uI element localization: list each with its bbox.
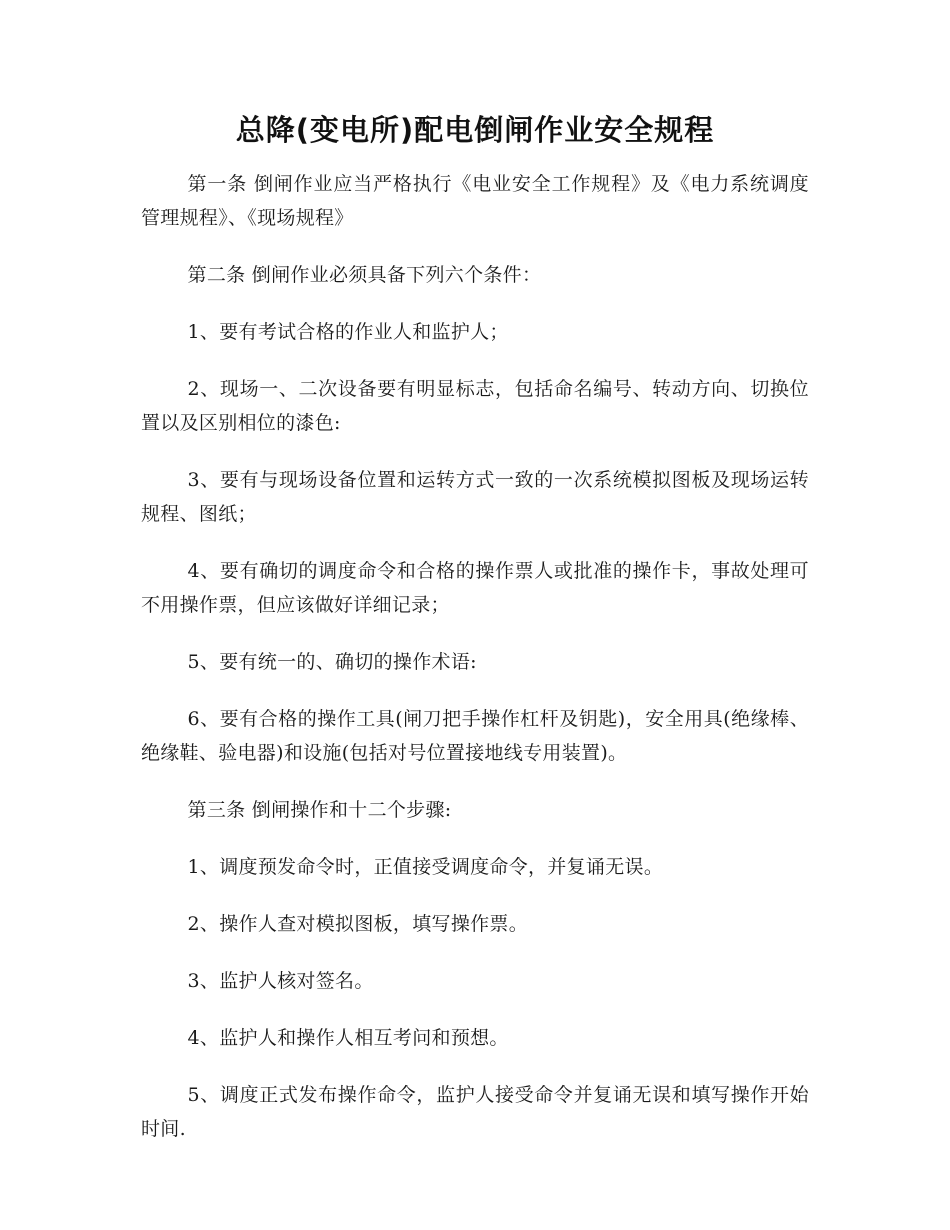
paragraph-step-3: 3、监护人核对签名。 (187, 970, 374, 992)
paragraph-condition-6: 6、要有合格的操作工具(闸刀把手操作杠杆及钥匙)，安全用具(绝缘棒、绝缘鞋、验电器)和设施(包括对号位置接地线专用装置)。 (141, 708, 809, 764)
paragraph-step-4: 4、监护人和操作人相互考问和预想。 (187, 1027, 509, 1049)
paragraph-article-2: 第二条 倒闸作业必须具备下列六个条件： (187, 264, 542, 286)
paragraph-step-1: 1、调度预发命令时，正值接受调度命令，并复诵无误。 (187, 856, 664, 878)
paragraph-condition-2: 2、现场一、二次设备要有明显标志，包括命名编号、转动方向、切换位置以及区别相位的漆色: (141, 378, 809, 434)
paragraph-condition-3: 3、要有与现场设备位置和运转方式一致的一次系统模拟图板及现场运转规程、图纸； (141, 469, 809, 525)
document-title: 总降(变电所)配电倒闸作业安全规程 (235, 113, 715, 147)
document-body (141, 167, 809, 1169)
paragraph-step-2: 2、操作人查对模拟图板，填写操作票。 (187, 913, 529, 935)
paragraph-step-5: 5、调度正式发布操作命令，监护人接受命令并复诵无误和填写操作开始时间. (141, 1084, 809, 1140)
paragraph-condition-1: 1、要有考试合格的作业人和监护人； (187, 321, 509, 343)
paragraph-condition-5: 5、要有统一的、确切的操作术语: (187, 651, 477, 673)
paragraph-condition-4: 4、要有确切的调度命令和合格的操作票人或批准的操作卡，事故处理可不用操作票，但应该做好详细记录； (141, 560, 809, 616)
paragraph-article-1: 第一条 倒闸作业应当严格执行《电业安全工作规程》及《电力系统调度管理规程》、《现场规程》 (141, 173, 809, 229)
paragraph-article-3: 第三条 倒闸操作和十二个步骤: (187, 799, 452, 821)
